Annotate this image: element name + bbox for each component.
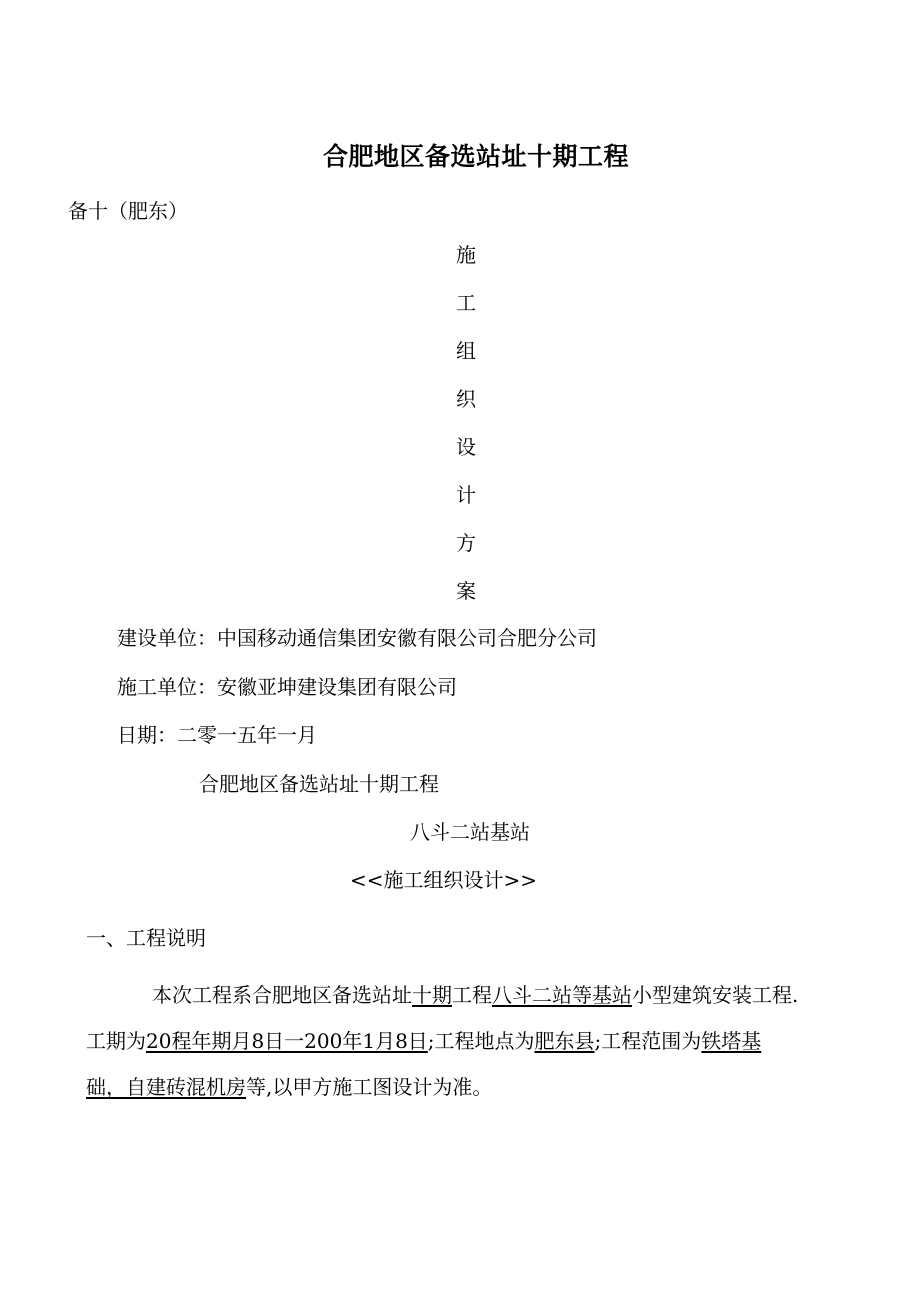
vertical-char: 设 <box>456 435 476 459</box>
constructor-value: 安徽亚坤建设集团有限公司 <box>217 675 457 699</box>
para-text: ;工程地点为 <box>427 1029 535 1053</box>
underlined-text: 20程年期月8日一200年1月8日 <box>146 1029 428 1053</box>
underlined-text: 十期 <box>412 983 452 1007</box>
doc-title: <<施工组织设计>> <box>350 868 538 892</box>
underlined-text: 铁塔基 <box>701 1029 762 1053</box>
vertical-char: 施 <box>456 243 476 267</box>
vertical-char: 方 <box>456 531 476 555</box>
builder-value: 中国移动通信集团安徽有限公司合肥分公司 <box>217 626 597 650</box>
underlined-text: 础，自建砖混机房 <box>86 1075 246 1099</box>
underlined-text: 肥东县 <box>534 1029 595 1053</box>
para-text: 本次工程系合肥地区备选站址 <box>152 983 412 1007</box>
cover-title: 合肥地区备选站址十期工程 <box>322 142 629 171</box>
para-text: 等,以甲方施工图设计为准。 <box>246 1075 493 1099</box>
para-text: 工期为 <box>86 1029 146 1053</box>
builder-line <box>117 628 597 648</box>
vertical-char: 工 <box>456 291 476 315</box>
date-label: 日期： <box>117 723 177 747</box>
builder-label: 建设单位： <box>117 626 217 650</box>
constructor-line <box>117 677 457 697</box>
paragraph-line-2 <box>86 1031 876 1051</box>
date-value: 二零一五年一月 <box>177 723 317 747</box>
vertical-char: 案 <box>456 579 476 603</box>
para-text: ;工程范围为 <box>594 1029 702 1053</box>
vertical-char: 织 <box>456 387 476 411</box>
date-line <box>117 725 317 745</box>
underlined-text: 八斗二站等基站 <box>492 983 632 1007</box>
vertical-char: 组 <box>456 339 476 363</box>
paragraph-line-1 <box>86 985 876 1005</box>
paragraph-line-3 <box>86 1077 876 1097</box>
station-name: 八斗二站基站 <box>410 820 530 844</box>
vertical-char: 计 <box>456 483 476 507</box>
para-text: 工程 <box>452 983 492 1007</box>
project-name: 合肥地区备选站址十期工程 <box>199 772 439 796</box>
constructor-label: 施工单位： <box>117 675 217 699</box>
para-text: 小型建筑安装工程. <box>632 983 799 1007</box>
section-heading: 一、工程说明 <box>86 926 206 950</box>
cover-subtitle: 备十（肥东） <box>68 199 188 223</box>
